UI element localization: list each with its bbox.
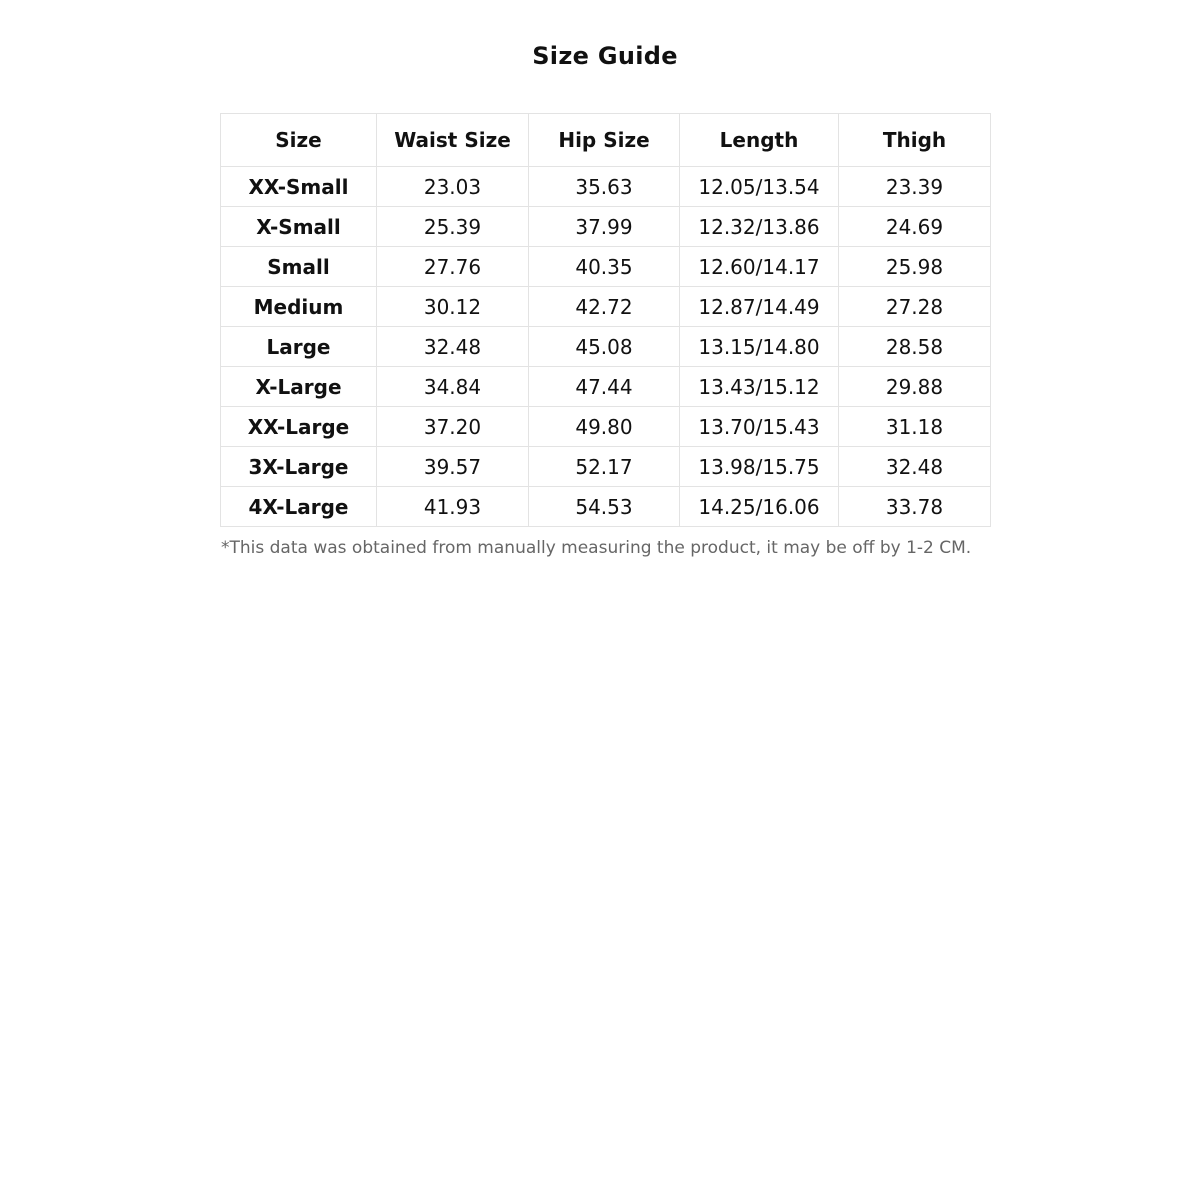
waist-cell: 32.48	[377, 327, 529, 367]
hip-cell: 40.35	[529, 247, 680, 287]
hip-cell: 49.80	[529, 407, 680, 447]
table-row	[221, 207, 991, 247]
size-cell: Small	[221, 247, 377, 287]
length-cell: 12.05/13.54	[680, 167, 839, 207]
measurement-disclaimer: *This data was obtained from manually measuring the product, it may be off by 1-2 CM.	[221, 538, 972, 558]
waist-cell: 39.57	[377, 447, 529, 487]
waist-cell: 41.93	[377, 487, 529, 527]
hip-cell: 54.53	[529, 487, 680, 527]
waist-cell: 37.20	[377, 407, 529, 447]
length-cell: 13.70/15.43	[680, 407, 839, 447]
table-row	[221, 447, 991, 487]
table-row	[221, 247, 991, 287]
thigh-cell: 28.58	[839, 327, 991, 367]
waist-cell: 27.76	[377, 247, 529, 287]
header-size: Size	[221, 114, 377, 167]
size-cell: XX-Large	[221, 407, 377, 447]
waist-cell: 25.39	[377, 207, 529, 247]
hip-cell: 52.17	[529, 447, 680, 487]
page-title: Size Guide	[532, 42, 678, 70]
size-cell: X-Small	[221, 207, 377, 247]
thigh-cell: 23.39	[839, 167, 991, 207]
waist-cell: 23.03	[377, 167, 529, 207]
length-cell: 12.87/14.49	[680, 287, 839, 327]
hip-cell: 47.44	[529, 367, 680, 407]
size-cell: Medium	[221, 287, 377, 327]
table-row	[221, 327, 991, 367]
length-cell: 13.15/14.80	[680, 327, 839, 367]
thigh-cell: 27.28	[839, 287, 991, 327]
size-cell: 3X-Large	[221, 447, 377, 487]
table-row	[221, 367, 991, 407]
size-cell: XX-Small	[221, 167, 377, 207]
table-row	[221, 487, 991, 527]
waist-cell: 30.12	[377, 287, 529, 327]
size-cell: 4X-Large	[221, 487, 377, 527]
header-waist-size: Waist Size	[377, 114, 529, 167]
size-cell: X-Large	[221, 367, 377, 407]
thigh-cell: 29.88	[839, 367, 991, 407]
thigh-cell: 24.69	[839, 207, 991, 247]
size-cell: Large	[221, 327, 377, 367]
length-cell: 14.25/16.06	[680, 487, 839, 527]
table-header-row	[221, 114, 991, 167]
length-cell: 13.98/15.75	[680, 447, 839, 487]
waist-cell: 34.84	[377, 367, 529, 407]
header-hip-size: Hip Size	[529, 114, 680, 167]
table-row	[221, 407, 991, 447]
thigh-cell: 33.78	[839, 487, 991, 527]
hip-cell: 35.63	[529, 167, 680, 207]
hip-cell: 37.99	[529, 207, 680, 247]
hip-cell: 42.72	[529, 287, 680, 327]
length-cell: 12.60/14.17	[680, 247, 839, 287]
length-cell: 13.43/15.12	[680, 367, 839, 407]
table-row	[221, 167, 991, 207]
size-guide-table	[220, 113, 991, 527]
thigh-cell: 25.98	[839, 247, 991, 287]
thigh-cell: 32.48	[839, 447, 991, 487]
length-cell: 12.32/13.86	[680, 207, 839, 247]
hip-cell: 45.08	[529, 327, 680, 367]
thigh-cell: 31.18	[839, 407, 991, 447]
table-row	[221, 287, 991, 327]
header-thigh: Thigh	[839, 114, 991, 167]
header-length: Length	[680, 114, 839, 167]
